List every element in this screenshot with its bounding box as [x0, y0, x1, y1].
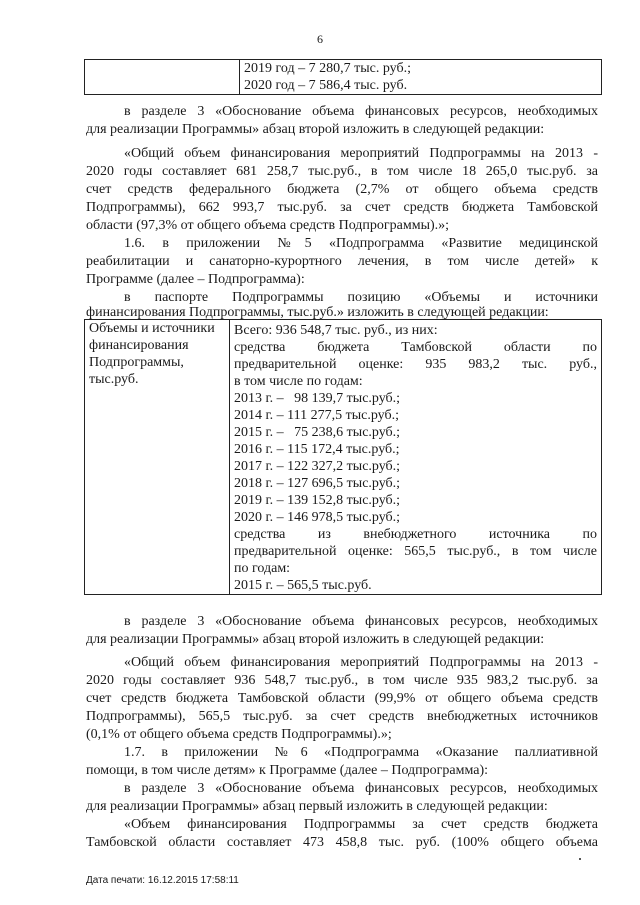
text-line: для реализации Программы» абзац первый изложить в следующей редакции:	[86, 799, 548, 814]
text-line: в паспорте Подпрограммы позицию «Объемы и источники	[124, 290, 598, 305]
passport-year-line: 2016 г. – 115 172,4 тыс.руб.;	[234, 442, 400, 457]
scan-speck	[579, 858, 581, 860]
passport-value-line: предварительной оценке: 935 983,2 тыс. руб.,	[234, 357, 597, 372]
passport-year-line: 2019 г. – 139 152,8 тыс.руб.;	[234, 493, 401, 508]
text-line: в разделе 3 «Обоснование объема финансовых ресурсов, необходимых	[124, 781, 598, 796]
passport-value-line: 2015 г. – 565,5 тыс.руб.	[234, 578, 372, 593]
text-line: в разделе 3 «Обоснование объема финансовых ресурсов, необходимых	[124, 614, 598, 629]
print-date-footer: Дата печати: 16.12.2015 17:58:11	[86, 875, 239, 886]
passport-table-label-cell	[85, 320, 230, 595]
page-number: 6	[317, 32, 323, 46]
passport-year-line: 2018 г. – 127 696,5 тыс.руб.;	[234, 476, 401, 491]
text-line: области (97,3% от общего объема средств Подпрограммы).»;	[86, 218, 450, 233]
passport-year-line: 2015 г. – 75 238,6 тыс.руб.;	[234, 425, 401, 440]
text-line: 1.7. в приложении №6 «Подпрограмма «Оказание паллиативной	[124, 745, 598, 760]
passport-value-line: в том числе по годам:	[234, 374, 363, 389]
text-line: в разделе 3 «Обоснование объема финансовых ресурсов, необходимых	[124, 104, 598, 119]
text-line: 1.6. в приложении №5 «Подпрограмма «Развитие медицинской	[124, 236, 598, 251]
continued-table-left-cell	[85, 60, 240, 95]
text-line: Подпрограммы), 662 993,7 тыс.руб. за счет средств бюджета Тамбовской	[86, 200, 598, 215]
text-line: счет средств федерального бюджета (2,7% от общего объема средств	[86, 182, 598, 197]
passport-table	[84, 319, 602, 595]
passport-label-line: Подпрограммы,	[89, 355, 184, 370]
text-line: «Объем финансирования Подпрограммы за счет средств бюджета	[124, 817, 598, 832]
text-line: финансирования Подпрограммы, тыс.руб.» изложить в следующей редакции:	[86, 305, 549, 320]
text-line: счет средств бюджета Тамбовской области (99,9% от общего объема средств	[86, 691, 598, 706]
text-line: реабилитации и санаторно-курортного лечения, в том числе детей» к	[86, 254, 598, 269]
text-line: для реализации Программы» абзац второй изложить в следующей редакции:	[86, 632, 545, 647]
passport-value-line: предварительной оценке: 565,5 тыс.руб., в том числе	[234, 544, 597, 559]
passport-year-line: 2017 г. – 122 327,2 тыс.руб.;	[234, 459, 401, 474]
text-line: помощи, в том числе детям» к Программе (далее – Подпрограмма):	[86, 763, 489, 778]
text-line: (0,1% от общего объема средств Подпрограммы).»;	[86, 727, 392, 742]
text-line: Подпрограммы), 565,5 тыс.руб. за счет средств внебюджетных источников	[86, 709, 598, 724]
passport-year-line: 2013 г. – 98 139,7 тыс.руб.;	[234, 391, 401, 406]
passport-total: Всего: 936 548,7 тыс. руб., из них:	[234, 323, 438, 338]
passport-table-value-cell	[230, 320, 602, 595]
text-line: «Общий объем финансирования мероприятий Подпрограммы на 2013 -	[124, 655, 598, 670]
continued-table-right-cell	[240, 60, 602, 95]
text-line: Тамбовской области составляет 473 458,8 тыс. руб. (100% общего объема	[86, 835, 598, 850]
passport-value-line: средства бюджета Тамбовской области по	[234, 340, 597, 355]
passport-label-line: финансирования	[89, 338, 189, 353]
text-line: Программе (далее – Подпрограмма):	[86, 272, 305, 287]
text-line: 2020 годы составляет 681 258,7 тыс.руб., в том числе 18 265,0 тыс.руб. за	[86, 164, 598, 179]
continued-table	[84, 59, 602, 95]
text-line: «Общий объем финансирования мероприятий Подпрограммы на 2013 -	[124, 146, 598, 161]
table-line: 2019 год – 7 280,7 тыс. руб.;	[244, 61, 411, 76]
passport-value-line: по годам:	[234, 561, 291, 576]
text-line: 2020 годы составляет 936 548,7 тыс.руб., в том числе 935 983,2 тыс.руб. за	[86, 673, 598, 688]
text-line: для реализации Программы» абзац второй изложить в следующей редакции:	[86, 122, 545, 137]
passport-label-line: Объемы и источники	[89, 321, 215, 336]
passport-label-line: тыс.руб.	[89, 372, 139, 387]
passport-value-line: средства из внебюджетного источника по	[234, 527, 597, 542]
table-line: 2020 год – 7 586,4 тыс. руб.	[244, 78, 408, 93]
passport-year-line: 2020 г. – 146 978,5 тыс.руб.;	[234, 510, 401, 525]
passport-year-line: 2014 г. – 111 277,5 тыс.руб.;	[234, 408, 400, 423]
